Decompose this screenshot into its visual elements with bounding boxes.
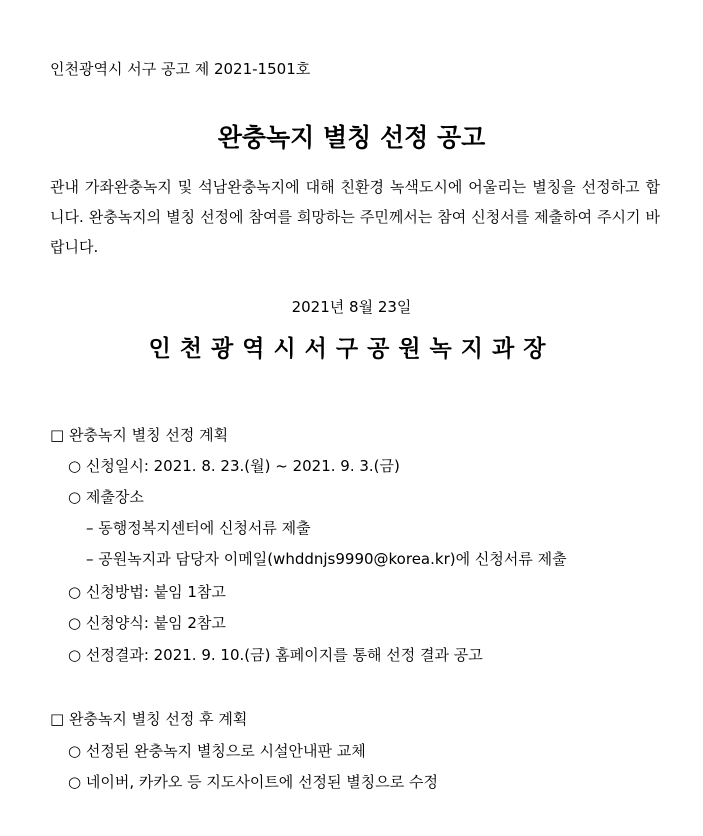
list-item: ○ 선정된 완충녹지 별칭으로 시설안내판 교체 bbox=[68, 742, 366, 760]
list-item: ○ 신청양식: 붙임 2참고 bbox=[68, 614, 226, 632]
notice-number: 인천광역시 서구 공고 제 2021-1501호 bbox=[50, 60, 311, 78]
section-heading: □ 완충녹지 별칭 선정 계획 bbox=[50, 426, 229, 444]
list-item: ○ 선정결과: 2021. 9. 10.(금) 홈페이지를 통해 선정 결과 공고 bbox=[68, 646, 483, 664]
notice-body: 관내 가좌완충녹지 및 석남완충녹지에 대해 친환경 녹색도시에 어울리는 별칭을 선정하고 합니다. 완충녹지의 별칭 선정에 참여를 희망하는 주민께서는 참여 신청서를 제출하여 주시기 바랍니다. bbox=[50, 178, 660, 256]
list-item: ○ 네이버, 카카오 등 지도사이트에 선정된 별칭으로 수정 bbox=[68, 773, 439, 791]
list-item: – 동행정복지센터에 신청서류 제출 bbox=[86, 519, 311, 537]
section-heading: □ 완충녹지 별칭 선정 후 계획 bbox=[50, 710, 248, 728]
issuer: 인천광역시서구공원녹지과장 bbox=[148, 336, 555, 362]
list-item: – 공원녹지과 담당자 이메일(whddnjs9990@korea.kr)에 신청서류 제출 bbox=[86, 550, 567, 568]
list-item: ○ 신청일시: 2021. 8. 23.(월) ~ 2021. 9. 3.(금) bbox=[68, 457, 400, 475]
notice-date: 2021년 8월 23일 bbox=[291, 298, 412, 316]
page-title: 완충녹지 별칭 선정 공고 bbox=[217, 123, 486, 152]
list-item: ○ 제출장소 bbox=[68, 488, 144, 506]
list-item: ○ 신청방법: 붙임 1참고 bbox=[68, 583, 226, 601]
